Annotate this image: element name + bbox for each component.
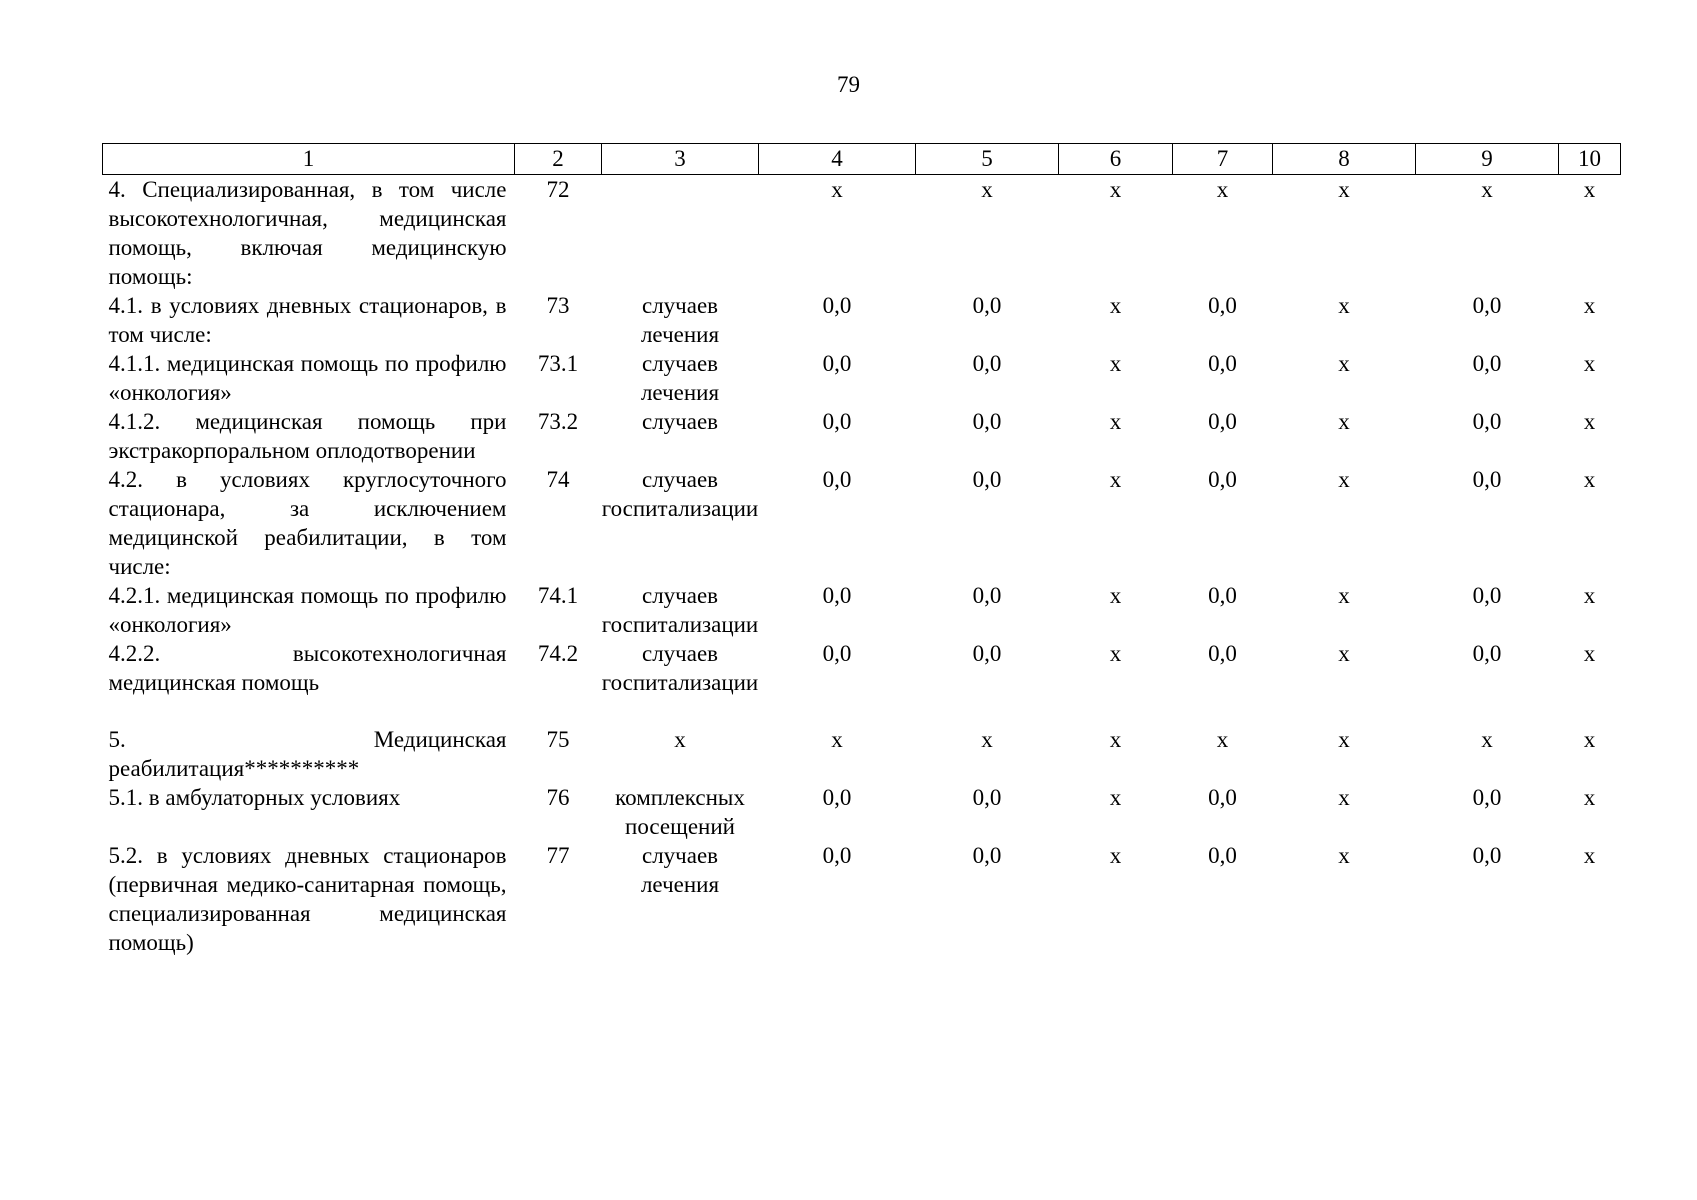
spacer-row	[103, 697, 1621, 725]
cell-col10: х	[1583, 583, 1596, 608]
cell-col4: 0,0	[822, 785, 852, 810]
cell-col8: х	[1338, 843, 1350, 868]
cell-col6: х	[1109, 583, 1122, 608]
cell-col5: 0,0	[972, 785, 1002, 810]
table-row	[103, 465, 1621, 581]
data-table	[102, 143, 1621, 957]
cell-col6: х	[1109, 641, 1122, 666]
row-name: 5.1. в амбулаторных условиях	[108, 785, 401, 810]
row-name: 4.1. в условиях дневных стационаров, в том числе:	[108, 293, 507, 347]
cell-col4: х	[831, 177, 843, 202]
row-unit: случаев лечения	[640, 351, 720, 405]
row-name: 5.2. в условиях дневных стационаров (первичная медико-санитарная помощь, специализированная медицинская помощь)	[108, 843, 507, 955]
cell-col8: х	[1338, 351, 1350, 376]
spacer-cell	[103, 697, 1621, 725]
cell-col10: х	[1583, 727, 1596, 752]
cell-col9: х	[1481, 177, 1493, 202]
row-unit: случаев лечения	[640, 293, 720, 347]
cell-col5: 0,0	[972, 641, 1002, 666]
row-code: 72	[546, 177, 570, 202]
cell-col9: 0,0	[1472, 351, 1502, 376]
header-cell: 10	[1559, 144, 1621, 175]
cell-col10: х	[1583, 641, 1596, 666]
row-unit: случаев лечения	[640, 843, 720, 897]
cell-col10: х	[1583, 467, 1596, 492]
cell-col8: х	[1338, 727, 1350, 752]
cell-col7: 0,0	[1208, 409, 1237, 434]
table-row	[103, 725, 1621, 783]
row-code: 75	[546, 727, 570, 752]
cell-col7: х	[1216, 177, 1229, 202]
row-code: 74.1	[537, 583, 579, 608]
cell-col9: 0,0	[1472, 843, 1502, 868]
cell-col5: 0,0	[972, 467, 1002, 492]
row-code: 74.2	[537, 641, 579, 666]
header-cell: 4	[759, 144, 916, 175]
row-name: 4.2.1. медицинская помощь по профилю «онкология»	[108, 583, 507, 637]
cell-col7: 0,0	[1208, 641, 1237, 666]
table-row	[103, 581, 1621, 639]
cell-col4: х	[831, 727, 843, 752]
cell-col9: 0,0	[1472, 293, 1502, 318]
cell-col4: 0,0	[822, 293, 852, 318]
cell-col5: 0,0	[972, 409, 1002, 434]
cell-col4: 0,0	[822, 409, 852, 434]
cell-col6: х	[1109, 727, 1122, 752]
table-row	[103, 175, 1621, 292]
cell-col9: 0,0	[1472, 641, 1502, 666]
cell-col4: 0,0	[822, 641, 852, 666]
row-code: 76	[546, 785, 570, 810]
cell-col8: х	[1338, 641, 1350, 666]
cell-col4: 0,0	[822, 583, 852, 608]
cell-col9: 0,0	[1472, 785, 1502, 810]
cell-col8: х	[1338, 293, 1350, 318]
cell-col9: 0,0	[1472, 409, 1502, 434]
cell-col8: х	[1338, 785, 1350, 810]
cell-col10: х	[1583, 785, 1596, 810]
cell-col10: х	[1583, 409, 1596, 434]
header-cell: 8	[1273, 144, 1416, 175]
row-code: 73.2	[537, 409, 579, 434]
cell-col6: х	[1109, 467, 1122, 492]
cell-col10: х	[1583, 351, 1596, 376]
header-cell: 9	[1416, 144, 1559, 175]
cell-col9: 0,0	[1472, 583, 1502, 608]
cell-col5: х	[981, 727, 993, 752]
cell-col5: 0,0	[972, 293, 1002, 318]
row-unit	[602, 175, 759, 292]
header-cell: 5	[916, 144, 1059, 175]
cell-col4: 0,0	[822, 351, 852, 376]
cell-col5: 0,0	[972, 351, 1002, 376]
header-cell: 2	[515, 144, 602, 175]
cell-col10: х	[1583, 177, 1596, 202]
row-name: 4.2. в условиях круглосуточного стационара, за исключением медицинской реабилитации, в том числе:	[108, 467, 507, 579]
cell-col7: х	[1216, 727, 1229, 752]
cell-col8: х	[1338, 467, 1350, 492]
cell-col7: 0,0	[1208, 843, 1237, 868]
row-unit: случаев госпитализации	[601, 641, 759, 695]
cell-col10: х	[1583, 293, 1596, 318]
page-number: 79	[837, 72, 860, 97]
row-name: 5. Медицинская реабилитация**********	[108, 727, 507, 781]
cell-col8: х	[1338, 583, 1350, 608]
cell-col7: 0,0	[1208, 293, 1237, 318]
cell-col6: х	[1109, 293, 1122, 318]
row-name: 4. Специализированная, в том числе высокотехнологичная, медицинская помощь, включая медицинскую помощь:	[108, 177, 507, 289]
header-cell: 1	[103, 144, 515, 175]
cell-col5: 0,0	[972, 583, 1002, 608]
header-cell: 7	[1173, 144, 1273, 175]
row-unit: комплексных посещений	[615, 785, 745, 839]
row-unit: х	[674, 727, 686, 752]
cell-col6: х	[1109, 843, 1122, 868]
row-code: 74	[546, 467, 570, 492]
header-row	[103, 144, 1621, 175]
cell-col6: х	[1109, 409, 1122, 434]
cell-col10: х	[1583, 843, 1596, 868]
cell-col7: 0,0	[1208, 583, 1237, 608]
row-code: 77	[546, 843, 570, 868]
cell-col5: х	[981, 177, 993, 202]
cell-col9: 0,0	[1472, 467, 1502, 492]
row-unit: случаев госпитализации	[601, 467, 759, 521]
cell-col4: 0,0	[822, 467, 852, 492]
cell-col9: х	[1481, 727, 1493, 752]
table-row	[103, 349, 1621, 407]
cell-col7: 0,0	[1208, 785, 1237, 810]
cell-col6: х	[1109, 177, 1122, 202]
cell-col8: х	[1338, 177, 1350, 202]
row-name: 4.1.1. медицинская помощь по профилю «онкология»	[108, 351, 507, 405]
table-row	[103, 841, 1621, 957]
cell-col7: 0,0	[1208, 467, 1237, 492]
table-row	[103, 291, 1621, 349]
row-unit: случаев госпитализации	[601, 583, 759, 637]
row-code: 73.1	[537, 351, 579, 376]
table-row	[103, 783, 1621, 841]
cell-col6: х	[1109, 785, 1122, 810]
row-code: 73	[546, 293, 570, 318]
header-cell: 6	[1059, 144, 1173, 175]
row-unit: случаев	[641, 409, 719, 434]
table-row	[103, 639, 1621, 697]
cell-col5: 0,0	[972, 843, 1002, 868]
row-name: 4.2.2. высокотехнологичная медицинская помощь	[108, 641, 507, 695]
cell-col8: х	[1338, 409, 1350, 434]
header-cell: 3	[602, 144, 759, 175]
row-name: 4.1.2. медицинская помощь при экстракорпоральном оплодотворении	[108, 409, 507, 463]
table-row	[103, 407, 1621, 465]
cell-col6: х	[1109, 351, 1122, 376]
cell-col7: 0,0	[1208, 351, 1237, 376]
cell-col4: 0,0	[822, 843, 852, 868]
